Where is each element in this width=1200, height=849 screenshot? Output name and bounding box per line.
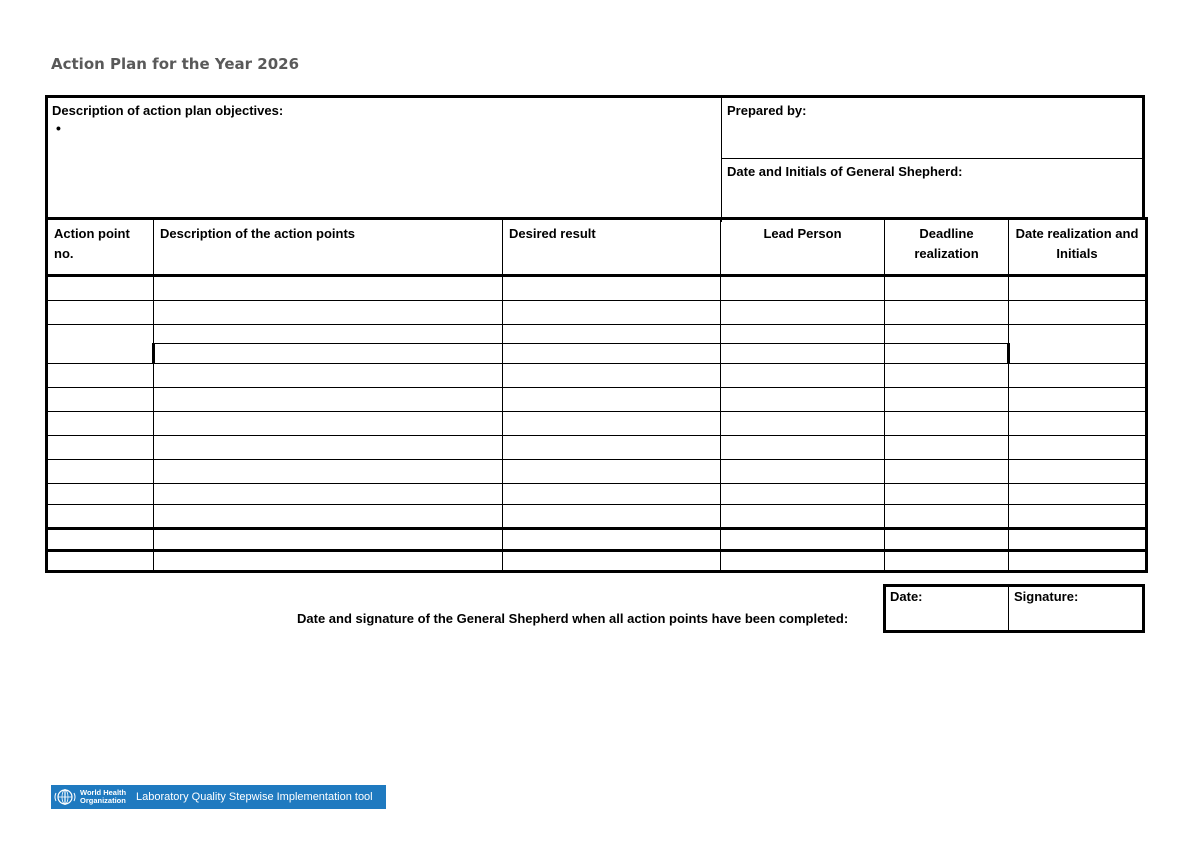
col-header-action-point: Action point no. [47,219,154,276]
col-header-date-realization: Date realization and Initials [1009,219,1147,276]
table-row [47,301,1147,325]
table-cell[interactable] [47,484,154,505]
signoff-divider [1008,587,1009,630]
table-cell[interactable] [154,412,503,436]
table-cell[interactable] [885,551,1009,572]
table-row [47,412,1147,436]
signoff-date-label: Date: [890,589,923,604]
header-row-divider [721,158,1145,159]
table-cell[interactable] [721,276,885,301]
table-cell[interactable] [154,344,503,364]
table-cell[interactable] [885,505,1009,529]
table-cell[interactable] [503,460,721,484]
table-cell[interactable] [721,301,885,325]
table-cell[interactable] [1009,484,1147,505]
table-cell[interactable] [154,551,503,572]
table-cell[interactable] [721,325,885,344]
table-cell[interactable] [503,364,721,388]
table-cell[interactable] [885,436,1009,460]
plan-header-box [45,95,1145,219]
table-cell[interactable] [503,276,721,301]
table-cell[interactable] [721,505,885,529]
table-cell[interactable] [1009,505,1147,529]
col-header-desired-result: Desired result [503,219,721,276]
table-cell[interactable] [154,529,503,551]
table-cell[interactable] [503,551,721,572]
table-cell[interactable] [47,412,154,436]
table-row [47,276,1147,301]
table-cell[interactable] [1009,436,1147,460]
col-header-description: Description of the action points [154,219,503,276]
prepared-by-label: Prepared by: [727,103,807,118]
table-row [47,460,1147,484]
table-cell[interactable] [154,364,503,388]
table-cell[interactable] [503,436,721,460]
table-cell[interactable] [1009,301,1147,325]
table-cell[interactable] [885,301,1009,325]
table-cell[interactable] [721,484,885,505]
table-cell[interactable] [47,388,154,412]
table-cell[interactable] [47,436,154,460]
table-cell[interactable] [885,325,1009,344]
table-cell[interactable] [721,388,885,412]
table-cell[interactable] [885,364,1009,388]
objectives-bullet: • [56,120,61,136]
table-cell[interactable] [885,460,1009,484]
table-cell[interactable] [154,436,503,460]
table-cell[interactable] [503,412,721,436]
who-emblem-icon [53,786,77,808]
table-cell[interactable] [885,529,1009,551]
table-header-row [47,219,1147,276]
table-cell[interactable] [154,484,503,505]
objectives-label: Description of action plan objectives: [52,103,284,118]
action-points-table [45,217,1148,573]
table-row [47,388,1147,412]
table-row [47,505,1147,529]
table-cell[interactable] [721,344,885,364]
table-cell[interactable] [721,412,885,436]
table-cell[interactable] [721,436,885,460]
signoff-box [883,584,1145,633]
table-row [47,436,1147,460]
signoff-signature-label: Signature: [1014,589,1079,604]
table-cell[interactable] [47,325,154,364]
signoff-statement: Date and signature of the General Shepherd when all action points have been completed: [297,611,849,626]
table-row [47,344,1147,364]
who-name-line1: World Health [80,788,127,797]
table-cell[interactable] [503,529,721,551]
table-cell[interactable] [1009,551,1147,572]
table-cell[interactable] [885,412,1009,436]
table-cell[interactable] [721,529,885,551]
table-cell[interactable] [154,325,503,344]
table-cell[interactable] [1009,529,1147,551]
table-cell[interactable] [47,364,154,388]
table-cell[interactable] [503,505,721,529]
table-cell[interactable] [1009,276,1147,301]
table-cell[interactable] [47,505,154,529]
table-cell[interactable] [1009,388,1147,412]
table-cell[interactable] [885,388,1009,412]
table-row [47,551,1147,572]
table-cell[interactable] [503,301,721,325]
table-cell[interactable] [885,344,1009,364]
table-cell[interactable] [885,484,1009,505]
table-cell[interactable] [1009,325,1147,364]
table-row [47,364,1147,388]
who-name [80,789,130,805]
table-cell[interactable] [721,364,885,388]
table-cell[interactable] [154,388,503,412]
tool-name: Laboratory Quality Stepwise Implementation tool [136,791,373,803]
col-header-deadline: Deadline realization [885,219,1009,276]
table-cell[interactable] [1009,364,1147,388]
table-cell[interactable] [154,460,503,484]
table-cell[interactable] [154,276,503,301]
table-cell[interactable] [1009,412,1147,436]
date-initials-label: Date and Initials of General Shepherd: [727,164,963,179]
page-title: Action Plan for the Year 2026 [51,55,300,73]
table-cell[interactable] [721,551,885,572]
header-divider [721,98,722,222]
table-cell[interactable] [503,325,721,344]
table-cell[interactable] [47,551,154,572]
table-cell[interactable] [885,276,1009,301]
table-row [47,484,1147,505]
table-row [47,325,1147,344]
table-cell[interactable] [154,505,503,529]
who-footer-banner [51,785,386,809]
table-row [47,529,1147,551]
table-cell[interactable] [47,276,154,301]
table-cell[interactable] [503,484,721,505]
table-cell[interactable] [154,301,503,325]
table-cell[interactable] [1009,460,1147,484]
table-cell[interactable] [47,460,154,484]
col-header-lead-person: Lead Person [721,219,885,276]
table-cell[interactable] [47,529,154,551]
who-name-line2: Organization [80,796,126,805]
table-cell[interactable] [721,460,885,484]
table-cell[interactable] [503,344,721,364]
table-cell[interactable] [503,388,721,412]
table-cell[interactable] [47,301,154,325]
